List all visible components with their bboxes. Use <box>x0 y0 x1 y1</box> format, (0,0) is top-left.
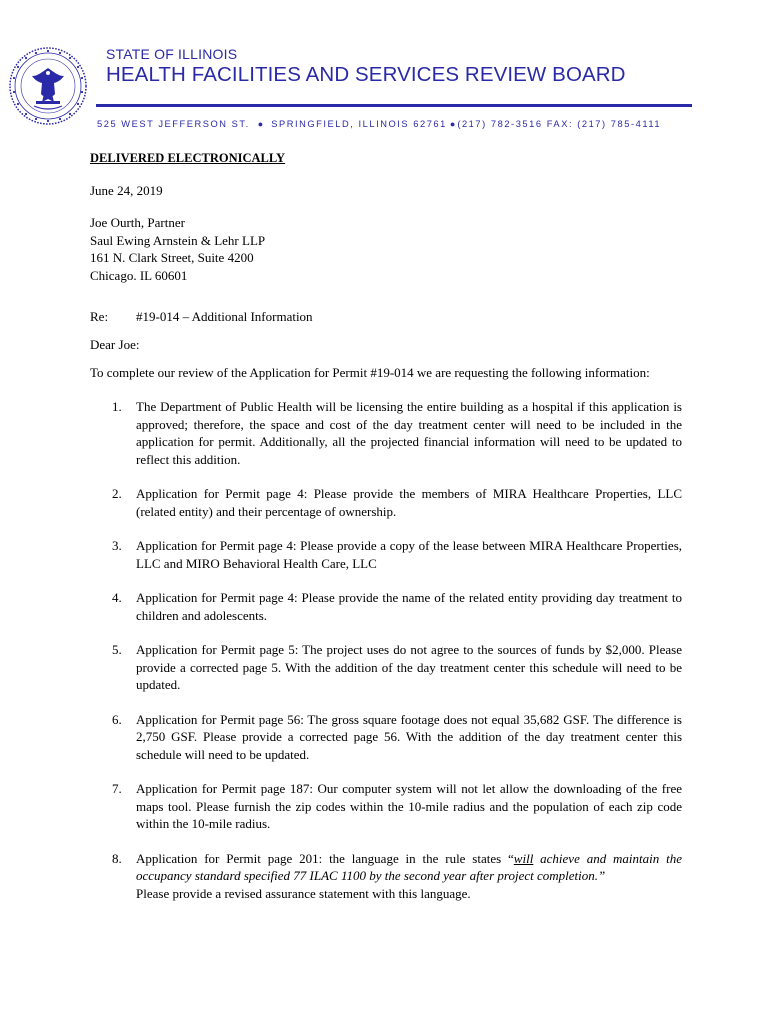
list-item <box>90 641 682 694</box>
bullet-separator-icon: ● <box>257 119 264 129</box>
list-item-text: Application for Permit page 187: Our computer system will not let allow the downloading of the free maps tool. Please furnish the zip codes within the 10-mile radius and the population of each zip code within the 10-mile radius. <box>136 781 682 831</box>
list-item-text: Application for Permit page 56: The gross square footage does not equal 35,682 GSF. The difference is 2,750 GSF. Please provide a corrected page 56. With the addition of the day treatment center this schedule will need to be updated. <box>136 711 682 762</box>
list-item <box>90 850 682 903</box>
recipient-line: 161 N. Clark Street, Suite 4200 <box>90 250 254 265</box>
letter-date: June 24, 2019 <box>90 183 163 198</box>
recipient-address <box>90 214 265 284</box>
list-item-text <box>136 850 682 903</box>
list-item-number: 1. <box>112 399 122 414</box>
list-item <box>90 711 682 764</box>
bullet-separator-icon: ● <box>449 119 456 129</box>
state-heading: STATE OF ILLINOIS <box>106 46 238 62</box>
list-item-text: Application for Permit page 4: Please provide a copy of the lease between MIRA Healthcare Properties, LLC and MIRO Behavioral Health Care, LLC <box>136 538 682 571</box>
address-street: 525 WEST JEFFERSON ST. <box>97 119 250 129</box>
letterhead-address <box>97 119 661 129</box>
re-label: Re: <box>90 309 109 324</box>
delivery-note: DELIVERED ELECTRONICALLY <box>90 151 286 165</box>
list-item-number: 3. <box>112 538 122 553</box>
list-item-text: The Department of Public Health will be licensing the entire building as a hospital if this application is approved; therefore, the space and cost of the day treatment center will need to be included in the application for permit. Additionally, all the projected financial information will need to be updated to reflect this addition. <box>136 399 682 467</box>
address-city: SPRINGFIELD, ILLINOIS 62761 <box>271 119 447 129</box>
letterhead-rule <box>96 104 692 107</box>
list-item-number: 2. <box>112 486 122 501</box>
recipient-line: Chicago. IL 60601 <box>90 267 188 283</box>
list-item <box>90 485 682 520</box>
list-item-number: 7. <box>112 781 122 796</box>
item8-closing: Please provide a revised assurance statement with this language. <box>136 885 471 901</box>
list-item-number: 5. <box>112 642 122 657</box>
item8-lead: Application for Permit page 201: the language in the rule states “ <box>136 850 514 866</box>
illinois-state-seal-icon <box>8 46 88 126</box>
list-item <box>90 398 682 468</box>
list-item <box>90 537 682 572</box>
list-item <box>90 780 682 833</box>
item8-emphasis: will <box>513 850 534 866</box>
item8-quote: achieve and maintain the occupancy standard specified 77 ILAC 1100 by the second year after project completion.” <box>136 850 682 883</box>
list-item-number: 4. <box>112 590 122 605</box>
intro-paragraph: To complete our review of the Application for Permit #19-014 we are requesting the following information: <box>90 365 650 380</box>
list-item-number: 6. <box>112 711 122 727</box>
address-phone-fax: (217) 782-3516 FAX: (217) 785-4111 <box>457 119 662 129</box>
recipient-line: Saul Ewing Arnstein & Lehr LLP <box>90 232 266 248</box>
list-item-text: Application for Permit page 4: Please provide the members of MIRA Healthcare Properties, LLC (related entity) and their percentage of ownership. <box>136 486 682 519</box>
list-item-text: Application for Permit page 5: The project uses do not agree to the sources of funds by $2,000. Please provide a corrected page 5. With the addition of the day treatment center this schedule will need to be updated. <box>136 642 682 692</box>
list-item-text: Application for Permit page 4: Please provide the name of the related entity providing day treatment to children and adolescents. <box>136 590 682 623</box>
list-item <box>90 589 682 624</box>
recipient-line: Joe Ourth, Partner <box>90 215 185 230</box>
request-list <box>90 398 682 902</box>
re-subject: #19-014 – Additional Information <box>136 309 313 324</box>
salutation: Dear Joe: <box>90 337 140 352</box>
board-heading: HEALTH FACILITIES AND SERVICES REVIEW BOARD <box>106 63 626 86</box>
list-item-number: 8. <box>112 850 122 866</box>
